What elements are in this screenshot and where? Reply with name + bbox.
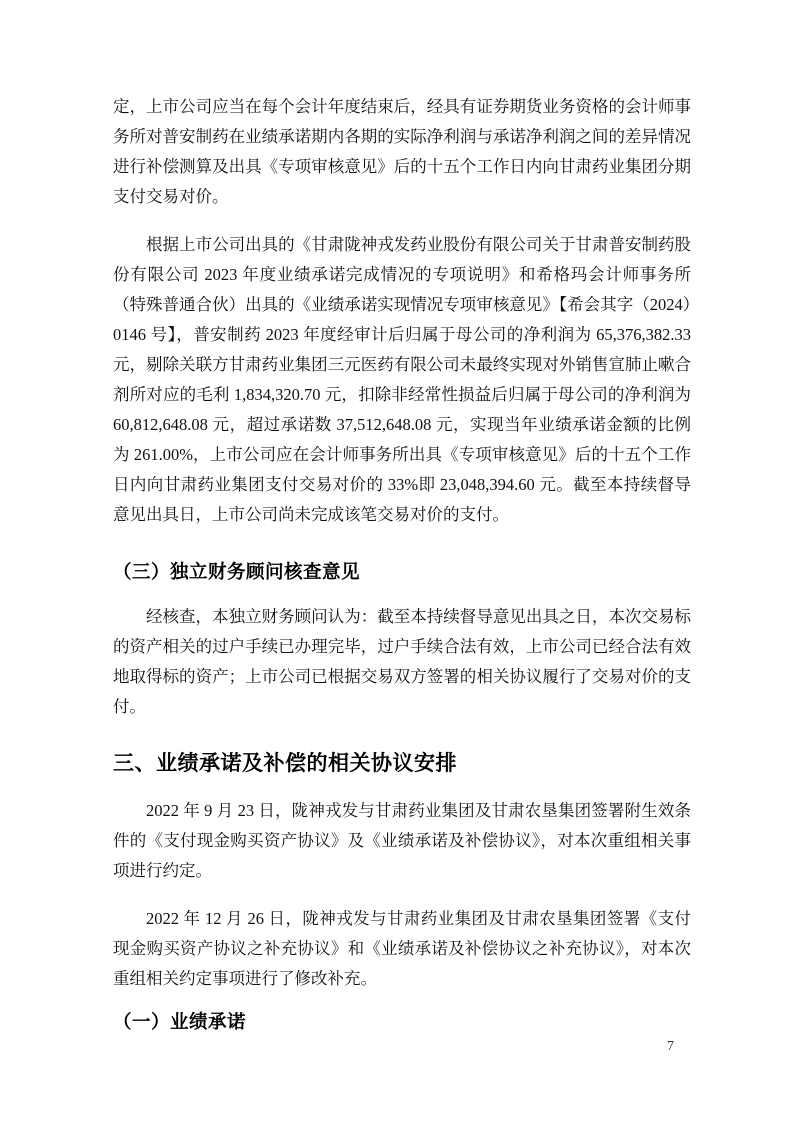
paragraph-payment-schedule: 定，上市公司应当在每个会计年度结束后，经具有证券期货业务资格的会计师事务所对普安制药在业绩承诺期内各期的实际净利润与承诺净利润之间的差异情况进行补偿测算及出具《专项审核意见》后的十五个工作日内向甘肃药业集团分期支付交易对价。 [113,97,691,206]
heading-performance-commitment: （一）业绩承诺 [113,1011,247,1032]
heading-section-three-agreements: 三、业绩承诺及补偿的相关协议安排 [113,752,457,775]
paragraph-advisor-opinion: 经核查，本独立财务顾问认为：截至本持续督导意见出具之日，本次交易标的资产相关的过户手续已办理完毕，过户手续合法有效，上市公司已经合法有效地取得标的资产；上市公司已根据交易双方签署的相关协议履行了交易对价的支付。 [113,607,691,716]
page-content [113,92,691,1036]
paragraph-supplement-signing-2022-12: 2022 年 12 月 26 日，陇神戎发与甘肃药业集团及甘肃农垦集团签署《支付现金购买资产协议之补充协议》和《业绩承诺及补偿协议之补充协议》，对本次重组相关约定事项进行了修改补充。 [113,909,691,988]
heading-independent-advisor-opinion: （三）独立财务顾问核查意见 [113,561,361,582]
paragraph-agreement-signing-2022-09: 2022 年 9 月 23 日，陇神戎发与甘肃药业集团及甘肃农垦集团签署附生效条件的《支付现金购买资产协议》及《业绩承诺及补偿协议》，对本次重组相关事项进行约定。 [113,801,691,880]
page-number: 7 [667,1039,674,1054]
paragraph-2023-performance-result: 根据上市公司出具的《甘肃陇神戎发药业股份有限公司关于甘肃普安制药股份有限公司 2023 年度业绩承诺完成情况的专项说明》和希格玛会计师事务所（特殊普通合伙）出具的《业绩承诺实现情况专项审核意见》【希会其字（2024）0146 号】，普安制药 2023 年度经审计后归属于母公司的净利润为 65,376,382.33 元，剔除关联方甘肃药业集团三元医药有限公司未最终实现对外销售宣肺止嗽合剂所对应的毛利 1,834,320.70 元，扣除非经常性损益后归属于母公司的净利润为 60,812,648.08 元，超过承诺数 37,512,648.08 元，实现当年业绩承诺金额的比例为 261.00%，上市公司应在会计师事务所出具《专项审核意见》后的十五个工作日内向甘肃药业集团支付交易对价的 33%即 23,048,394.60 元。截至本持续督导意见出具日，上市公司尚未完成该笔交易对价的支付。 [113,235,691,524]
